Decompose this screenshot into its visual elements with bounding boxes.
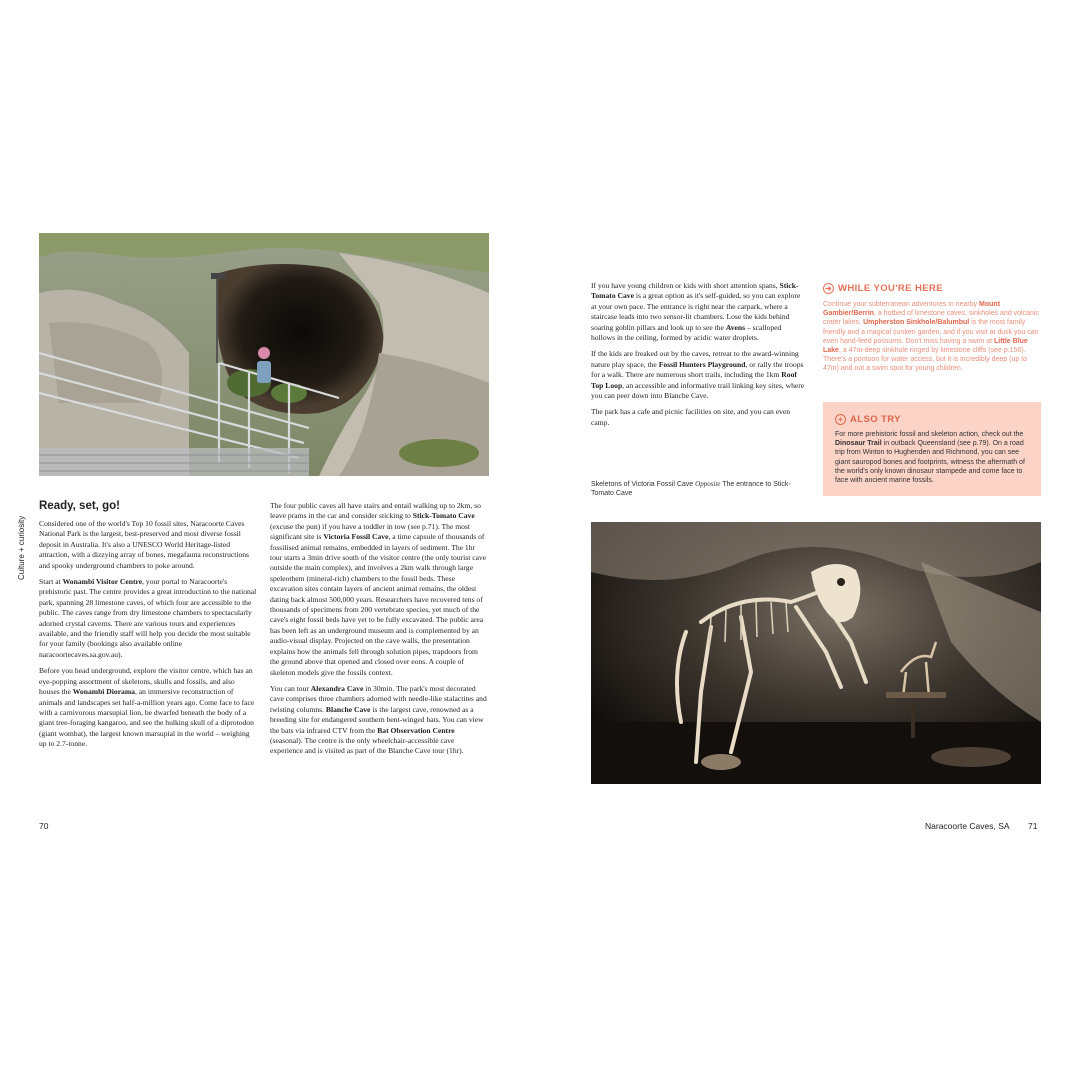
also-try-callout [823, 402, 1041, 496]
left-column-2 [270, 501, 488, 763]
callout-title: ➜ WHILE YOU'RE HERE [824, 283, 943, 294]
callout-title: + ALSO TRY [835, 414, 1029, 425]
paragraph: The park has a cafe and picnic facilities on site, and you can even camp. [591, 407, 791, 427]
plus-circle-icon: + [835, 414, 846, 425]
fossil-skeleton-photo [591, 522, 1041, 784]
paragraph: Start at Wonambi Visitor Centre, your portal to Naracoorte's prehistoric past. The centre provides a great introduction to the national park, spanning 28 limestone caves, of which four are accessible to the public. The caves range from dry limestone chambers to spectacularly adorned crystal caverns. There are various tours and experiences available, and the friendly staff will help you decide the most suitable for your family (bookings also available online naracoortecaves.sa.gov.au). [39, 577, 257, 659]
section-label: Culture + curiosity [17, 515, 26, 580]
section-heading: Ready, set, go! [39, 500, 120, 512]
arrow-circle-icon: ➜ [824, 283, 833, 293]
page-number-right: 71 [1028, 821, 1038, 831]
paragraph: If the kids are freaked out by the caves, retreat to the award-winning nature play space, the Fossil Hunters Playground, or rally the troops for a walk. There are numerous short trails, including the 1km Roof Top Loop, an accessible and informative trail linking key sites, where you can peer down into Blanche Cave. [591, 349, 805, 401]
cave-entrance-photo [39, 233, 489, 476]
right-column-1 [591, 281, 805, 434]
left-column-1 [39, 519, 257, 756]
while-youre-here-callout [823, 283, 1041, 374]
paragraph: The four public caves all have stairs and entail walking up to 2km, so leave prams in the car and consider sticking to Stick-Tomato Cave (excuse the pun) if you have a toddler in tow (see p.71). The most significant site is Victoria Fossil Cave, a time capsule of thousands of fossilised animal remains, embedded in layers of sediment. The 1hr tour starts a 3min drive south of the visitor centre (the only tourist cave outside the main complex), and involves a 2km walk through large speleothem (mineral-rich) chambers to the fossil beds. These excavation sites contain layers of ancient animal remains, the oldest dating back almost 500,000 years. Researchers have recovered tens of thousands of specimens from 200 vertebrate species, yet much of the cave's eight fossil beds have yet to be fully excavated. The public area has been left as an underground museum and is complemented by an audio-visual display. Projected on the cave walls, the presentation explains how the animals fell through solution pipes, trapdoors from the ground above that opened and closed over eons. A couple of skeleton models give the fossils context. [270, 501, 487, 677]
callout-body: Continue your subterranean adventures in nearby Mount Gambier/Berrin, a hotbed of limestone caves, sinkholes and volcanic crater lakes. Umpherston Sinkhole/Balumbul is the most family friendly and a magical sunken garden, and if you visit at dusk you can even hand-feed possums. Don't miss having a swim at Little Blue Lake, a 47m-deep sinkhole ringed by limestone cliffs (see p.156). There's a pontoon for water access, but it is incredibly deep (up to 47m) and not a swim spot for young children. [823, 301, 1039, 373]
paragraph: You can tour Alexandra Cave in 30min. The park's most decorated cave comprises three chambers adorned with needle-like stalactites and twisting columns. Blanche Cave is the largest cave, renowned as a breeding site for endangered southern bent-winged bats. You can view the bats via infrared CTV from the Bat Observation Centre (seasonal). The centre is the only wheelchair-accessible cave experience and is visited as part of the Blanche Cave tour (1hr). [270, 683, 487, 756]
footer-title: Naracoorte Caves, SA [925, 821, 1010, 831]
photo-caption: Skeletons of Victoria Fossil Cave Opposite The entrance to Stick-Tomato Cave [591, 480, 791, 498]
paragraph: Before you head underground, explore the visitor centre, which has an eye-popping assortment of skeletons, skulls and fossils, and also houses the Wonambi Diorama, an immersive reconstruction of animals and landscapes set half-a-million years ago. Come face to face with a carnivorous marsupial lion, be dwarfed beneath the body of a giant tree-foraging kangaroo, and see the hulking skull of a diprotodon (giant wombat), the largest known marsupial in the world – weighing up to 2.7-tonne. [39, 666, 255, 749]
callout-body: For more prehistoric fossil and skeleton action, check out the Dinosaur Trail in outback Queensland (see p.79). On a road trip from Winton to Hughenden and Richmond, you can see giant sauropod bones and footprints, witness the aftermath of the world's only known dinosaur stampede and come face to face with ancient marine fossils. [835, 431, 1025, 485]
paragraph: Considered one of the world's Top 10 fossil sites, Naracoorte Caves National Park is the largest, best-preserved and most diverse fossil deposit in Australia. It's also a UNESCO World Heritage-listed attraction, with a dizzying array of bones, megafauna reconstructions and spooky underground chambers to poke around. [39, 519, 250, 570]
paragraph: If you have young children or kids with short attention spans, Stick-Tomato Cave is a great option as it's self-guided, so you can explore at your own pace. The entrance is right near the carpark, where a staircase leads into two sensor-lit chambers. Lose the kids behind soaring goblin pillars and look up to see the Avens – scalloped hollows in the ceiling, formed by acidic water droplets. [591, 281, 801, 343]
page-number-left: 70 [39, 821, 49, 831]
